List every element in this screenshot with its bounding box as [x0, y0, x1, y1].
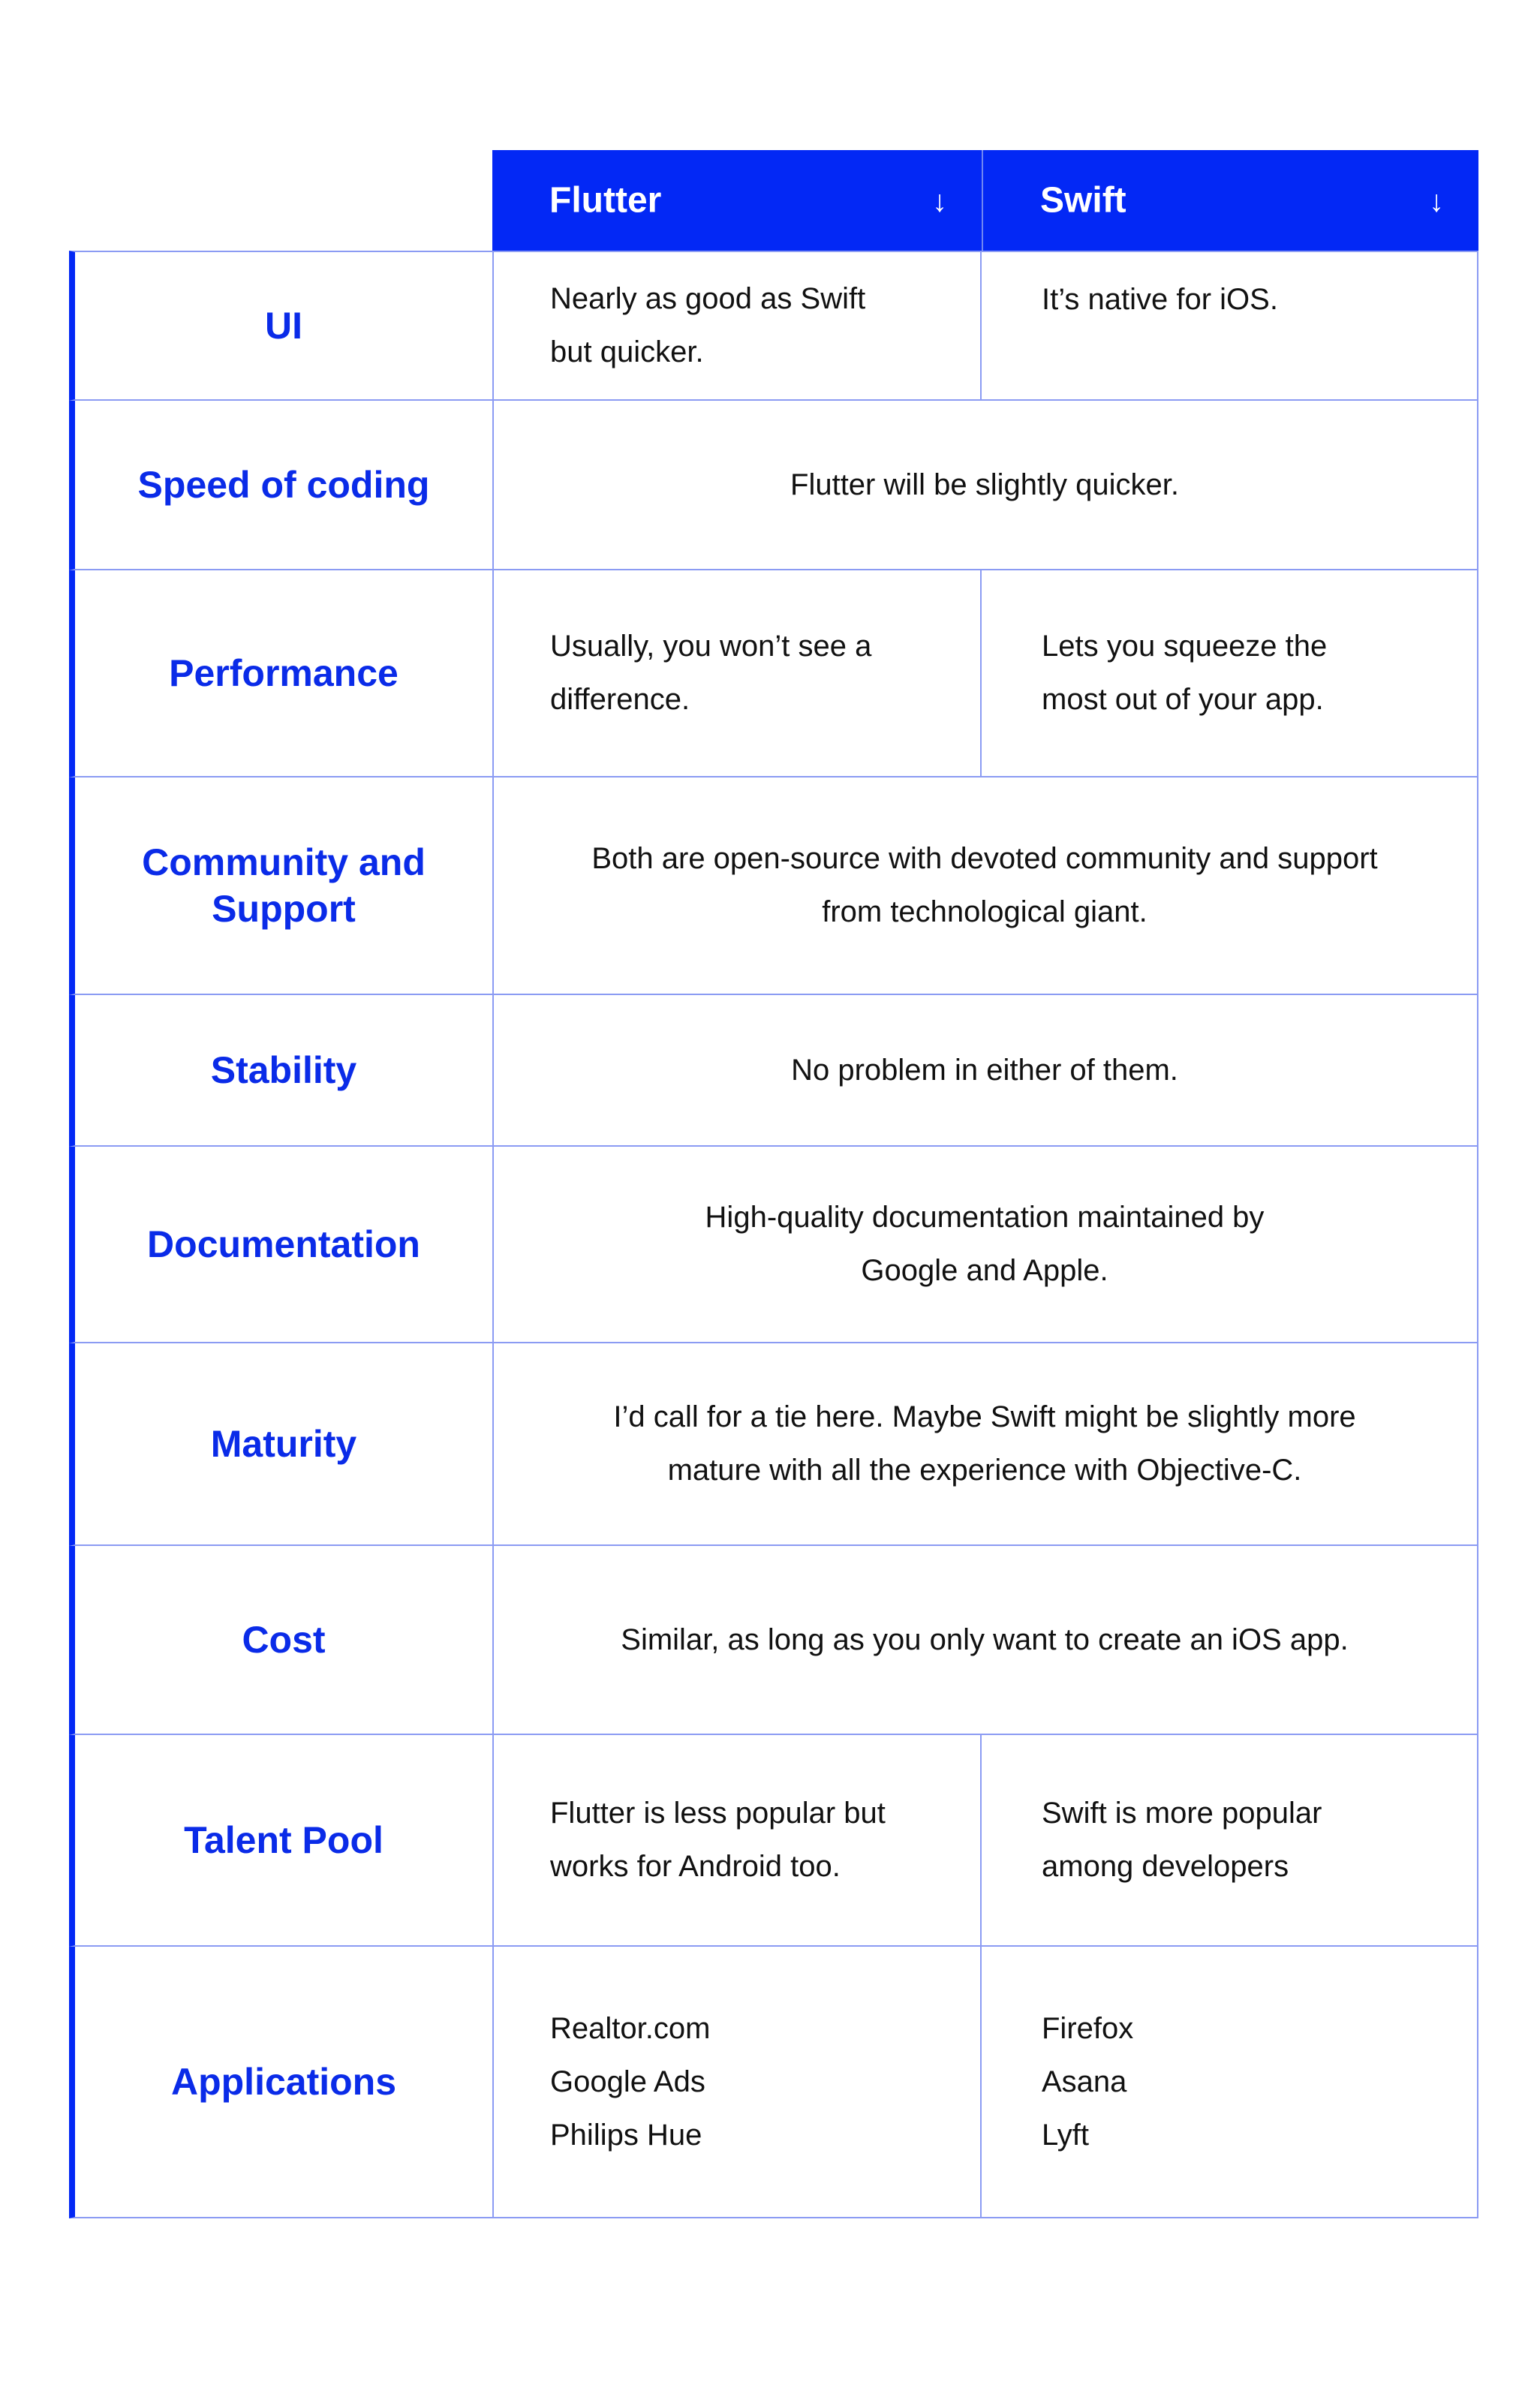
cell-text-line: Realtor.com — [550, 2011, 711, 2045]
cell-text-line: mature with all the experience with Objective-C. — [667, 1454, 1302, 1487]
cell-text-line: difference. — [550, 683, 690, 716]
cell-text-line: Swift is more popular — [1042, 1797, 1322, 1830]
swift-cell — [982, 570, 1478, 777]
cell-text-line: Lets you squeeze the — [1042, 630, 1328, 663]
column-header-flutter-label: Flutter — [549, 180, 662, 221]
cell-text-line: Google and Apple. — [861, 1254, 1108, 1287]
shared-cell — [492, 1343, 1478, 1546]
cell-text-line: No problem in either of them. — [791, 1053, 1178, 1087]
cell-text-line: High-quality documentation maintained by — [705, 1201, 1265, 1234]
flutter-cell — [492, 1735, 982, 1947]
cell-text-line: most out of your app. — [1042, 683, 1324, 716]
swift-cell — [982, 1947, 1478, 2218]
row-label: Speed of coding — [69, 401, 494, 570]
cell-text-line: but quicker. — [550, 335, 704, 368]
row-label: Applications — [69, 1947, 494, 2218]
cell-text-line: Lyft — [1042, 2118, 1089, 2152]
flutter-cell — [492, 251, 982, 401]
cell-text-line: Similar, as long as you only want to create an iOS app. — [621, 1623, 1349, 1656]
cell-text-line: among developers — [1042, 1850, 1289, 1883]
swift-cell — [982, 251, 1478, 401]
row-label: Cost — [69, 1546, 494, 1735]
column-header-swift-label: Swift — [1040, 180, 1126, 221]
cell-text-line: Usually, you won’t see a — [550, 630, 872, 663]
cell-text-line: It’s native for iOS. — [1042, 283, 1278, 316]
shared-cell — [492, 995, 1478, 1147]
row-label: Documentation — [69, 1147, 494, 1343]
shared-cell — [492, 401, 1478, 570]
shared-cell — [492, 777, 1478, 995]
row-label: Talent Pool — [69, 1735, 494, 1947]
row-label: Community and Support — [69, 777, 494, 995]
row-label: UI — [69, 251, 494, 401]
row-label: Stability — [69, 995, 494, 1147]
swift-cell — [982, 1735, 1478, 1947]
column-header-flutter[interactable] — [492, 150, 982, 251]
cell-text-line: works for Android too. — [550, 1850, 841, 1883]
cell-text-line: Firefox — [1042, 2011, 1134, 2045]
shared-cell — [492, 1147, 1478, 1343]
cell-text-line: Flutter is less popular but — [550, 1797, 886, 1830]
cell-text-line: I’d call for a tie here. Maybe Swift might be slightly more — [613, 1400, 1356, 1433]
cell-text-line: from technological giant. — [822, 895, 1147, 928]
cell-text-line: Nearly as good as Swift — [550, 282, 866, 315]
cell-text-line: Flutter will be slightly quicker. — [790, 468, 1179, 501]
cell-text-line: Philips Hue — [550, 2118, 702, 2152]
row-label: Performance — [69, 570, 494, 777]
cell-text-line: Google Ads — [550, 2065, 705, 2098]
sort-down-arrow-icon[interactable]: ↓ — [1429, 185, 1444, 218]
sort-down-arrow-icon[interactable]: ↓ — [932, 185, 947, 218]
cell-text-line: Asana — [1042, 2065, 1127, 2098]
cell-text-line: Both are open-source with devoted community and support — [591, 842, 1378, 875]
row-label: Maturity — [69, 1343, 494, 1546]
flutter-cell — [492, 570, 982, 777]
column-header-swift[interactable] — [982, 150, 1478, 251]
shared-cell — [492, 1546, 1478, 1735]
flutter-cell — [492, 1947, 982, 2218]
